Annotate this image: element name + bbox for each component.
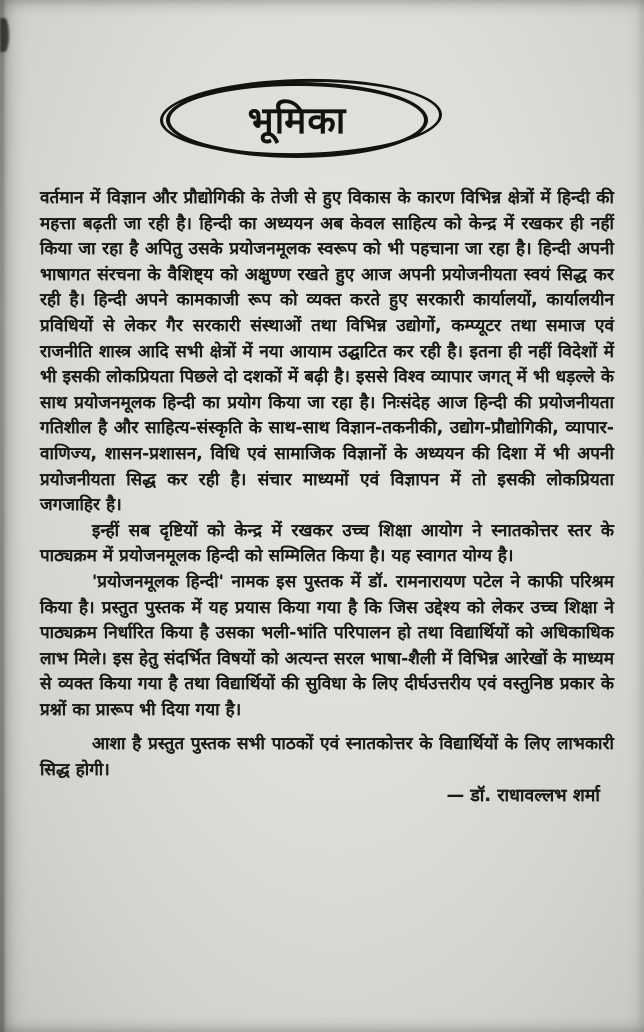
paragraph-2: इन्हीं सब दृष्टियों को केन्द्र में रखकर उच्च शिक्षा आयोग ने स्नातकोत्तर स्तर के पाठ्यक्रम में प्रयोजनमूलक हिन्दी को सम्मिलित किया है। यह स्वागत योग्य है। (40, 520, 614, 567)
paragraph-3: 'प्रयोजनमूलक हिन्दी' नामक इस पुस्तक में डॉ. रामनारायण पटेल ने काफी परिश्रम किया है। प्रस्तुत पुस्तक में यह प्रयास किया गया है कि जिस उद्देश्य को लेकर उच्च शिक्षा ने पाठ्यक्रम निर्धारित किया है उसका भली-भांति परिपालन हो तथा विद्यार्थियों को अधिकाधिक लाभ मिले। इस हेतु संदर्भित विषयों को अत्यन्त सरल भाषा-शैली में विभिन्न आरेखों के माध्यम से व्यक्त किया गया है तथा विद्यार्थियों की सुविधा के लिए दीर्घउत्तरीय एवं वस्तुनिष्ठ प्रकार के प्रश्नों का प्रारूप भी दिया गया है। (40, 571, 614, 720)
paragraph-4: आशा है प्रस्तुत पुस्तक सभी पाठकों एवं स्नातकोत्तर के विद्यार्थियों के लिए लाभकारी सिद्ध होगी। (40, 734, 614, 781)
scan-edge-shadow (0, 0, 4, 1032)
scan-smudge (0, 18, 9, 52)
author-signature: — डॉ. राधावल्लभ शर्मा (446, 785, 600, 806)
paragraph-1: वर्तमान में विज्ञान और प्रौद्योगिकी के तेजी से हुए विकास के कारण विभिन्न क्षेत्रों में हिन्दी की महत्ता बढ़ती जा रही है। हिन्दी का अध्ययन अब केवल साहित्य को केन्द्र में रखकर ही नहीं किया जा रहा है अपितु उसके प्रयोजनमूलक स्वरूप को भी पहचाना जा रहा है। हिन्दी अपनी भाषागत संरचना के वैशिष्ट्य को अक्षुण्ण रखते हुए आज अपनी प्रयोजनीयता स्वयं सिद्ध कर रही है। हिन्दी अपने कामकाजी रूप को व्यक्त करते हुए सरकारी कार्यालयों, कार्यालयीन प्रविधियों से लेकर गैर सरकारी संस्थाओं तथा विभिन्न उद्योगों, कम्प्यूटर तथा समाज एवं राजनीति शास्त्र आदि सभी क्षेत्रों में नया आयाम उद्घाटित कर रही है। इतना ही नहीं विदेशों में भी इसकी लोकप्रियता पिछले दो दशकों में बढ़ी है। इससे विश्व व्यापार जगत् में भी धड़ल्ले के साथ प्रयोजनमूलक हिन्दी का प्रयोग किया जा रहा है। निःसंदेह आज हिन्दी की प्रयोजनीयता गतिशील है और साहित्य-संस्कृति के साथ-साथ विज्ञान-तकनीकी, उद्योग-प्रौद्योगिकी, व्यापार-वाणिज्य, शासन-प्रशासन, विधि एवं सामाजिक विज्ञानों के अध्ययन की दिशा में भी अपनी प्रयोजनीयता सिद्ध कर रही है। संचार माध्यमों एवं विज्ञापन में तो इसकी लोकप्रियता जगजाहिर है। (40, 188, 614, 516)
preface-title-oval (166, 82, 428, 158)
preface-title: भूमिका (247, 98, 347, 142)
preface-body (40, 186, 614, 809)
